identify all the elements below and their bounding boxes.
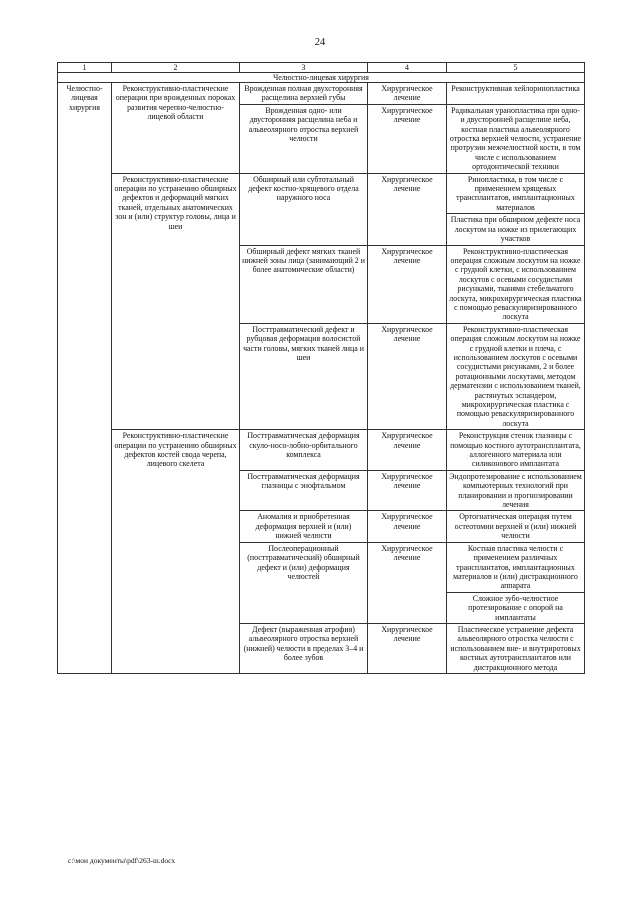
treatment-cell: Хирургическое лечение — [368, 323, 447, 429]
diagnosis-cell: Дефект (выраженная атрофия) альвеолярного отростка верхней (нижней) челюсти в пределах 3–4 и более зубов — [240, 623, 368, 673]
column-number: 3 — [240, 63, 368, 73]
column-number: 1 — [58, 63, 112, 73]
method-cell: Пластика при обширном дефекте носа лоскутом на ножке из прилегающих участков — [447, 214, 585, 245]
column-number: 5 — [447, 63, 585, 73]
method-cell: Эндопротезирование с использованием компьютерных технологий при планировании и прогнозировании лечения — [447, 470, 585, 511]
diagnosis-cell: Обширный дефект мягких тканей нижней зоны лица (занимающий 2 и более анатомические области) — [240, 245, 368, 323]
treatment-cell: Хирургическое лечение — [368, 623, 447, 673]
table-row — [58, 83, 585, 105]
method-cell: Костная пластика челюсти с применением различных трансплантатов, имплантационных материалов и (или) дистракционного аппарата — [447, 542, 585, 592]
treatment-cell: Хирургическое лечение — [368, 173, 447, 245]
method-cell: Реконструктивно-пластическая операция сложным лоскутом на ножке с грудной клетки, с использованием лоскутов с осевыми сосудистыми рисунками, тканями стебельчатого лоскута, микрохирургическая пластика с помощью реваскуляризированного лоскута — [447, 245, 585, 323]
method-cell: Реконструктивная хейлоринопластика — [447, 83, 585, 105]
method-cell: Реконструкция стенок глазницы с помощью костного аутотрансплантата, аллогенного материала или силиконового имплантата — [447, 430, 585, 471]
diagnosis-cell: Обширный или субтотальный дефект костно-хрящевого отдела наружного носа — [240, 173, 368, 245]
treatment-cell: Хирургическое лечение — [368, 104, 447, 173]
specialty-cell: Челюстно-лицевая хирургия — [58, 83, 112, 674]
treatment-cell: Хирургическое лечение — [368, 430, 447, 471]
diagnosis-cell: Посттравматический дефект и рубцовая деформация волосистой части головы, мягких тканей лица и шеи — [240, 323, 368, 429]
column-number: 4 — [368, 63, 447, 73]
section-title: Челюстно-лицевая хирургия — [58, 73, 585, 83]
footer-file-path: c:\мои документы\pdf\263-ш.docx — [68, 856, 176, 865]
diagnosis-cell: Аномалия и приобретенная деформация верхней и (или) нижней челюсти — [240, 511, 368, 542]
section-row — [58, 73, 585, 83]
diagnosis-cell: Посттравматическая деформация глазницы с энофтальмом — [240, 470, 368, 511]
diagnosis-cell: Посттравматическая деформация скуло-носо-лобно-орбитального комплекса — [240, 430, 368, 471]
page-number: 24 — [314, 37, 326, 48]
treatment-cell: Хирургическое лечение — [368, 245, 447, 323]
method-cell: Реконструктивно-пластическая операция сложным лоскутом на ножке с грудной клетки и плеча, с использованием лоскутов с осевыми сосудистыми рисунками, 2 и более ротационными лоскутами, методом дерматензии с использованием тканей, растянутых эспандером, микрохирургическая пластика с помощью реваскуляризированного лоскута — [447, 323, 585, 429]
diagnosis-cell: Послеоперационный (посттравматический) обширный дефект и (или) деформация челюстей — [240, 542, 368, 623]
method-cell: Ортогнатическая операция путем остеотомии верхней и (или) нижней челюсти — [447, 511, 585, 542]
procedures-table — [57, 62, 585, 674]
method-cell: Пластическое устранение дефекта альвеолярного отростка челюсти с использованием вне- и внутриротовых костных аутотрансплантатов или дистракционного метода — [447, 623, 585, 673]
column-number-row — [58, 63, 585, 73]
method-cell: Сложное зубо-челюстное протезирование с опорой на имплантаты — [447, 592, 585, 623]
group-name-cell: Реконструктивно-пластические операции по устранению обширных дефектов и деформаций мягких тканей, отдельных анатомических зон и (или) структур головы, лица и шеи — [112, 173, 240, 430]
treatment-cell: Хирургическое лечение — [368, 83, 447, 105]
method-cell: Ринопластика, в том числе с применением хрящевых трансплантатов, имплантационных материалов — [447, 173, 585, 214]
table-row — [58, 173, 585, 214]
diagnosis-cell: Врожденная полная двухсторонняя расщелина верхней губы — [240, 83, 368, 105]
treatment-cell: Хирургическое лечение — [368, 470, 447, 511]
group-name-cell: Реконструктивно-пластические операции по устранению обширных дефектов костей свода черепа, лицевого скелета — [112, 430, 240, 674]
treatment-cell: Хирургическое лечение — [368, 542, 447, 623]
method-cell: Радикальная уранопластика при одно- и двусторонней расщелине неба, костная пластика альвеолярного отростка верхней челюсти, устранение протрузии межчелюстной кости, в том числе с использованием ортодонтической техники — [447, 104, 585, 173]
group-name-cell: Реконструктивно-пластические операции при врожденных пороках развития черепно-челюстно-лицевой области — [112, 83, 240, 174]
diagnosis-cell: Врожденная одно- или двусторонняя расщелина неба и альвеолярного отростка верхней челюсти — [240, 104, 368, 173]
table-row — [58, 430, 585, 471]
treatment-cell: Хирургическое лечение — [368, 511, 447, 542]
table-body — [58, 63, 585, 674]
column-number: 2 — [112, 63, 240, 73]
